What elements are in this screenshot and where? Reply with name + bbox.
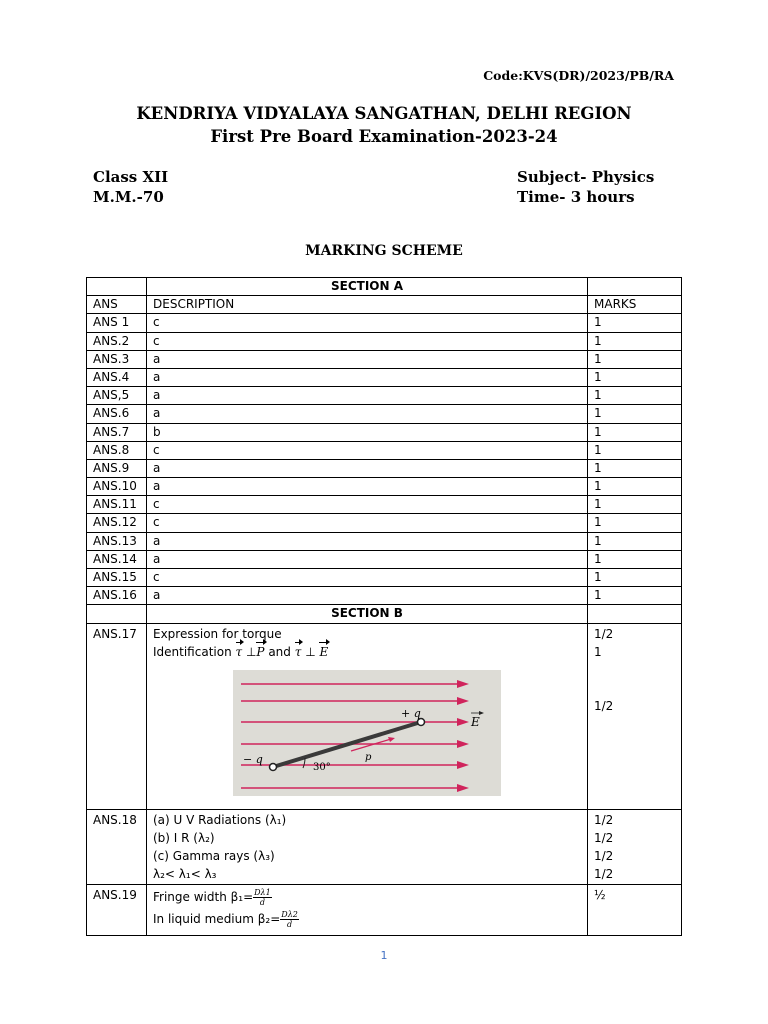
answer-row <box>87 405 682 423</box>
answer-row <box>87 550 682 568</box>
answer-row <box>87 350 682 368</box>
answer-marks: 1 <box>588 441 682 459</box>
answer-row <box>87 314 682 332</box>
tau-vector-2: τ <box>294 644 302 659</box>
answer-row <box>87 368 682 386</box>
answer-number: ANS.14 <box>87 550 147 568</box>
ans19-description: Fringe width β₁= $\frac{D\lambda 1}{d}$ In liquid medium β₂= $\frac{D\lambda 2}{d}$ <box>147 884 588 935</box>
answer-description: a <box>147 459 588 477</box>
answer-marks: 1 <box>588 496 682 514</box>
ans17-description <box>147 623 588 809</box>
answer-marks: 1 <box>588 368 682 386</box>
answer-number: ANS 1 <box>87 314 147 332</box>
answer-description: a <box>147 550 588 568</box>
e-field-label: E <box>471 714 480 729</box>
answer-description: b <box>147 423 588 441</box>
section-b-heading: SECTION B <box>147 605 588 623</box>
ans18-label: ANS.18 <box>87 809 147 884</box>
answer-marks: 1 <box>588 350 682 368</box>
answer-row <box>87 514 682 532</box>
answer-number: ANS.2 <box>87 332 147 350</box>
answer-marks: 1 <box>588 478 682 496</box>
beta1-fraction: $\frac{D\lambda 1}{d}$ <box>254 887 271 907</box>
angle-label: 30° <box>313 761 331 773</box>
answer-description: a <box>147 405 588 423</box>
answer-description: c <box>147 332 588 350</box>
col-header-ans: ANS <box>87 296 147 314</box>
beta2-fraction: $\frac{D\lambda 2}{d}$ <box>281 909 298 929</box>
answer-marks: 1 <box>588 332 682 350</box>
tau-vector: τ <box>235 644 243 659</box>
answer-marks: 1 <box>588 569 682 587</box>
answer-number: ANS,5 <box>87 387 147 405</box>
answer-description: a <box>147 350 588 368</box>
ans17-line2: Identification τ ⊥P and τ ⊥ E <box>153 644 329 659</box>
section-b-row <box>87 605 682 623</box>
max-marks: M.M.-70 <box>93 188 164 206</box>
ans17-marks: 1/2 1 1/2 <box>588 623 682 809</box>
answer-description: a <box>147 587 588 605</box>
answer-marks: 1 <box>588 423 682 441</box>
answer-number: ANS.16 <box>87 587 147 605</box>
answer-description: c <box>147 496 588 514</box>
answer-number: ANS.4 <box>87 368 147 386</box>
e-vector: E <box>319 644 329 659</box>
page-number: 1 <box>380 949 388 962</box>
answer-row <box>87 423 682 441</box>
answer-marks: 1 <box>588 514 682 532</box>
answer-marks: 1 <box>588 587 682 605</box>
answer-marks: 1 <box>588 532 682 550</box>
ans19-row <box>87 884 682 935</box>
answer-row <box>87 441 682 459</box>
answer-number: ANS.12 <box>87 514 147 532</box>
col-header-marks: MARKS <box>588 296 682 314</box>
marking-scheme-table <box>86 277 682 936</box>
answer-description: a <box>147 532 588 550</box>
answer-number: ANS.15 <box>87 569 147 587</box>
ans18-marks: 1/2 1/2 1/2 1/2 <box>588 809 682 884</box>
marking-scheme-title: MARKING SCHEME <box>305 243 463 259</box>
class-label: Class XII <box>93 168 169 186</box>
ans17-line1: Expression for torque <box>153 626 282 641</box>
ans19-label: ANS.19 <box>87 884 147 935</box>
section-a-row <box>87 278 682 296</box>
answer-marks: 1 <box>588 405 682 423</box>
time-label: Time- 3 hours <box>517 188 635 206</box>
answer-row <box>87 496 682 514</box>
answer-number: ANS.7 <box>87 423 147 441</box>
answer-description: a <box>147 387 588 405</box>
exam-title: First Pre Board Examination-2023-24 <box>210 127 558 146</box>
ans18-row <box>87 809 682 884</box>
subject-label: Subject- Physics <box>517 168 655 186</box>
answer-description: c <box>147 569 588 587</box>
plus-q-label: + q <box>401 706 421 720</box>
ans17-row <box>87 623 682 809</box>
answer-row <box>87 478 682 496</box>
dipole-in-field-figure <box>233 670 501 796</box>
answer-marks: 1 <box>588 387 682 405</box>
answer-description: c <box>147 314 588 332</box>
minus-q-label: − q <box>243 752 263 766</box>
answer-row <box>87 459 682 477</box>
p-vector: P <box>256 644 265 659</box>
answer-row <box>87 587 682 605</box>
answer-marks: 1 <box>588 314 682 332</box>
ans18-description: (a) U V Radiations (λ₁) (b) I R (λ₂) (c) Gamma rays (λ₃) λ₂< λ₁< λ₃ <box>147 809 588 884</box>
answer-description: c <box>147 441 588 459</box>
answer-number: ANS.11 <box>87 496 147 514</box>
ans17-label: ANS.17 <box>87 623 147 809</box>
answer-number: ANS.6 <box>87 405 147 423</box>
answer-row <box>87 332 682 350</box>
answer-number: ANS.10 <box>87 478 147 496</box>
ans19-marks: ½ <box>588 884 682 935</box>
answer-description: c <box>147 514 588 532</box>
organization-title: KENDRIYA VIDYALAYA SANGATHAN, DELHI REGION <box>136 104 632 123</box>
answer-row <box>87 532 682 550</box>
figure-background <box>233 670 501 796</box>
answer-description: a <box>147 478 588 496</box>
answer-row <box>87 387 682 405</box>
answer-number: ANS.9 <box>87 459 147 477</box>
answer-marks: 1 <box>588 459 682 477</box>
p-label: p <box>365 751 372 763</box>
column-header-row <box>87 296 682 314</box>
answer-description: a <box>147 368 588 386</box>
document-code: Code:KVS(DR)/2023/PB/RA <box>483 68 674 83</box>
answer-row <box>87 569 682 587</box>
answer-number: ANS.8 <box>87 441 147 459</box>
section-a-heading: SECTION A <box>147 278 588 296</box>
answer-number: ANS.13 <box>87 532 147 550</box>
col-header-description: DESCRIPTION <box>147 296 588 314</box>
answer-marks: 1 <box>588 550 682 568</box>
negative-charge <box>270 763 277 770</box>
answer-number: ANS.3 <box>87 350 147 368</box>
